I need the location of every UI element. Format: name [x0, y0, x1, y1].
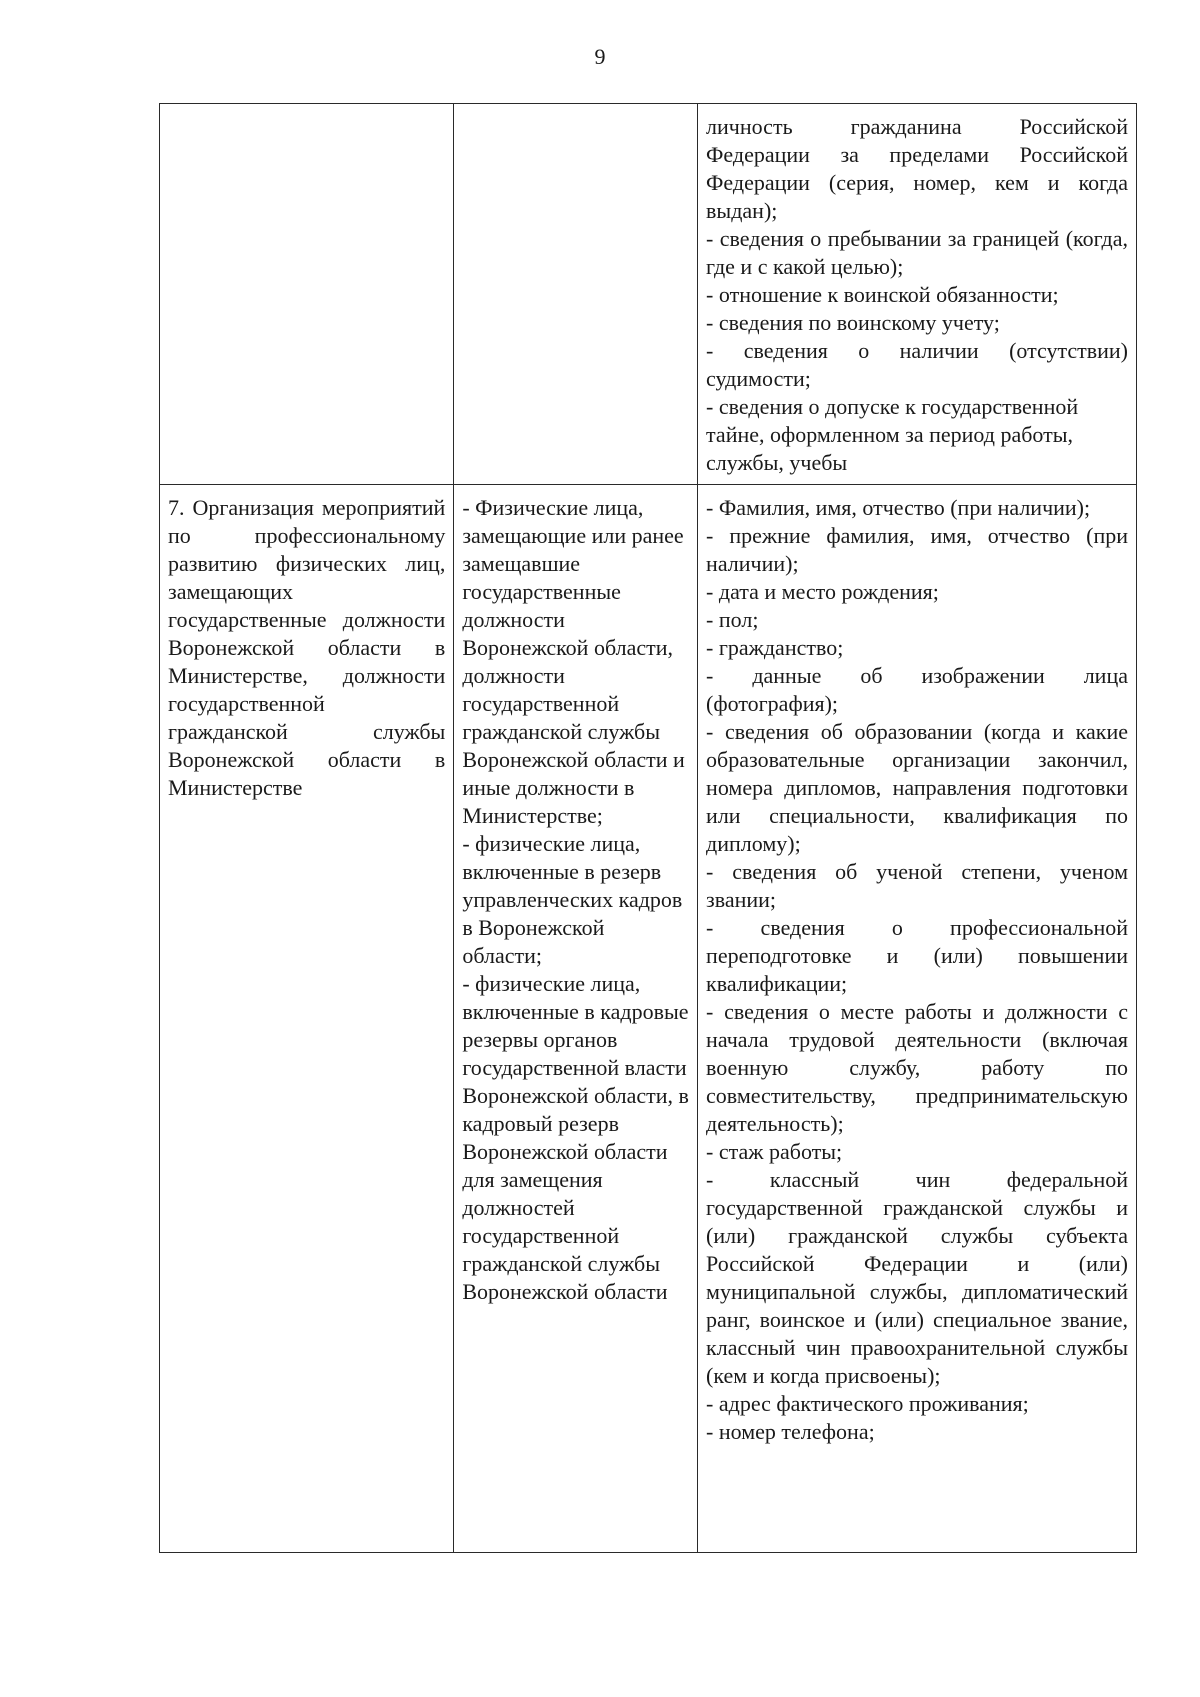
data-list-item: - сведения о месте работы и должности с начала трудовой деятельности (включая военную службу, работу по совместительству, предпринимательскую деятельность);	[706, 999, 1128, 1136]
table-row-continued	[160, 104, 1137, 485]
data-list-item: - сведения о допуске к государственной тайне, оформленном за период работы, службы, учебы	[706, 394, 1079, 475]
data-list-item: - номер телефона;	[706, 1419, 875, 1444]
data-list-item: - сведения о наличии (отсутствии) судимости;	[706, 338, 1128, 391]
data-list-item: личность гражданина Российской Федерации за пределами Российской Федерации (серия, номер, кем и когда выдан);	[706, 114, 1128, 223]
data-list-item: - адрес фактического проживания;	[706, 1391, 1029, 1416]
data-list-item: - сведения по воинскому учету;	[706, 310, 1000, 335]
data-list-item: - дата и место рождения;	[706, 579, 939, 604]
subject-list-item: - физические лица, включенные в кадровые резервы органов государственной власти Воронежской области, в кадровый резерв Воронежской области для замещения должностей государственной гражданской службы Воронежской области	[462, 971, 689, 1304]
subject-list-item: - физические лица, включенные в резерв управленческих кадров в Воронежской области;	[462, 831, 683, 968]
purpose-text: 7. Организация мероприятий по профессиональному развитию физических лиц, замещающих государственные должности Воронежской области в Министерстве, должности государственной гражданской службы Воронежской области в Министерстве	[168, 495, 446, 800]
cell-subjects	[454, 485, 698, 1553]
data-list-item: - гражданство;	[706, 635, 844, 660]
cell-purpose	[160, 485, 454, 1553]
cell-purpose	[160, 104, 454, 485]
data-list-item: - данные об изображении лица (фотография);	[706, 663, 1128, 716]
cell-data-list	[698, 104, 1137, 485]
data-list-item: - прежние фамилия, имя, отчество (при наличии);	[706, 523, 1128, 576]
data-list-item: - сведения об ученой степени, ученом звании;	[706, 859, 1128, 912]
data-list-item: - сведения о пребывании за границей (когда, где и с какой целью);	[706, 226, 1128, 279]
cell-subjects	[454, 104, 698, 485]
data-list-item: - стаж работы;	[706, 1139, 843, 1164]
data-list-item: - классный чин федеральной государственной гражданской службы и (или) гражданской службы субъекта Российской Федерации и (или) муниципальной службы, дипломатический ранг, воинское и (или) специальное звание, классный чин правоохранительной службы (кем и когда присвоены);	[706, 1167, 1128, 1388]
personal-data-table	[159, 103, 1137, 1553]
cell-data-list	[698, 485, 1137, 1553]
data-list-item: - пол;	[706, 607, 759, 632]
data-list-item: - отношение к воинской обязанности;	[706, 282, 1059, 307]
data-list-item: - сведения об образовании (когда и какие образовательные организации закончил, номера дипломов, направления подготовки или специальности, квалификация по диплому);	[706, 719, 1128, 856]
data-list-item: - сведения о профессиональной переподготовке и (или) повышении квалификации;	[706, 915, 1128, 996]
table-row-7	[160, 485, 1137, 1553]
page-number: 9	[594, 44, 606, 69]
subject-list-item: - Физические лица, замещающие или ранее замещавшие государственные должности Воронежской области, должности государственной гражданской службы Воронежской области и иные должности в Министерстве;	[462, 495, 685, 828]
data-list-item: - Фамилия, имя, отчество (при наличии);	[706, 495, 1091, 520]
